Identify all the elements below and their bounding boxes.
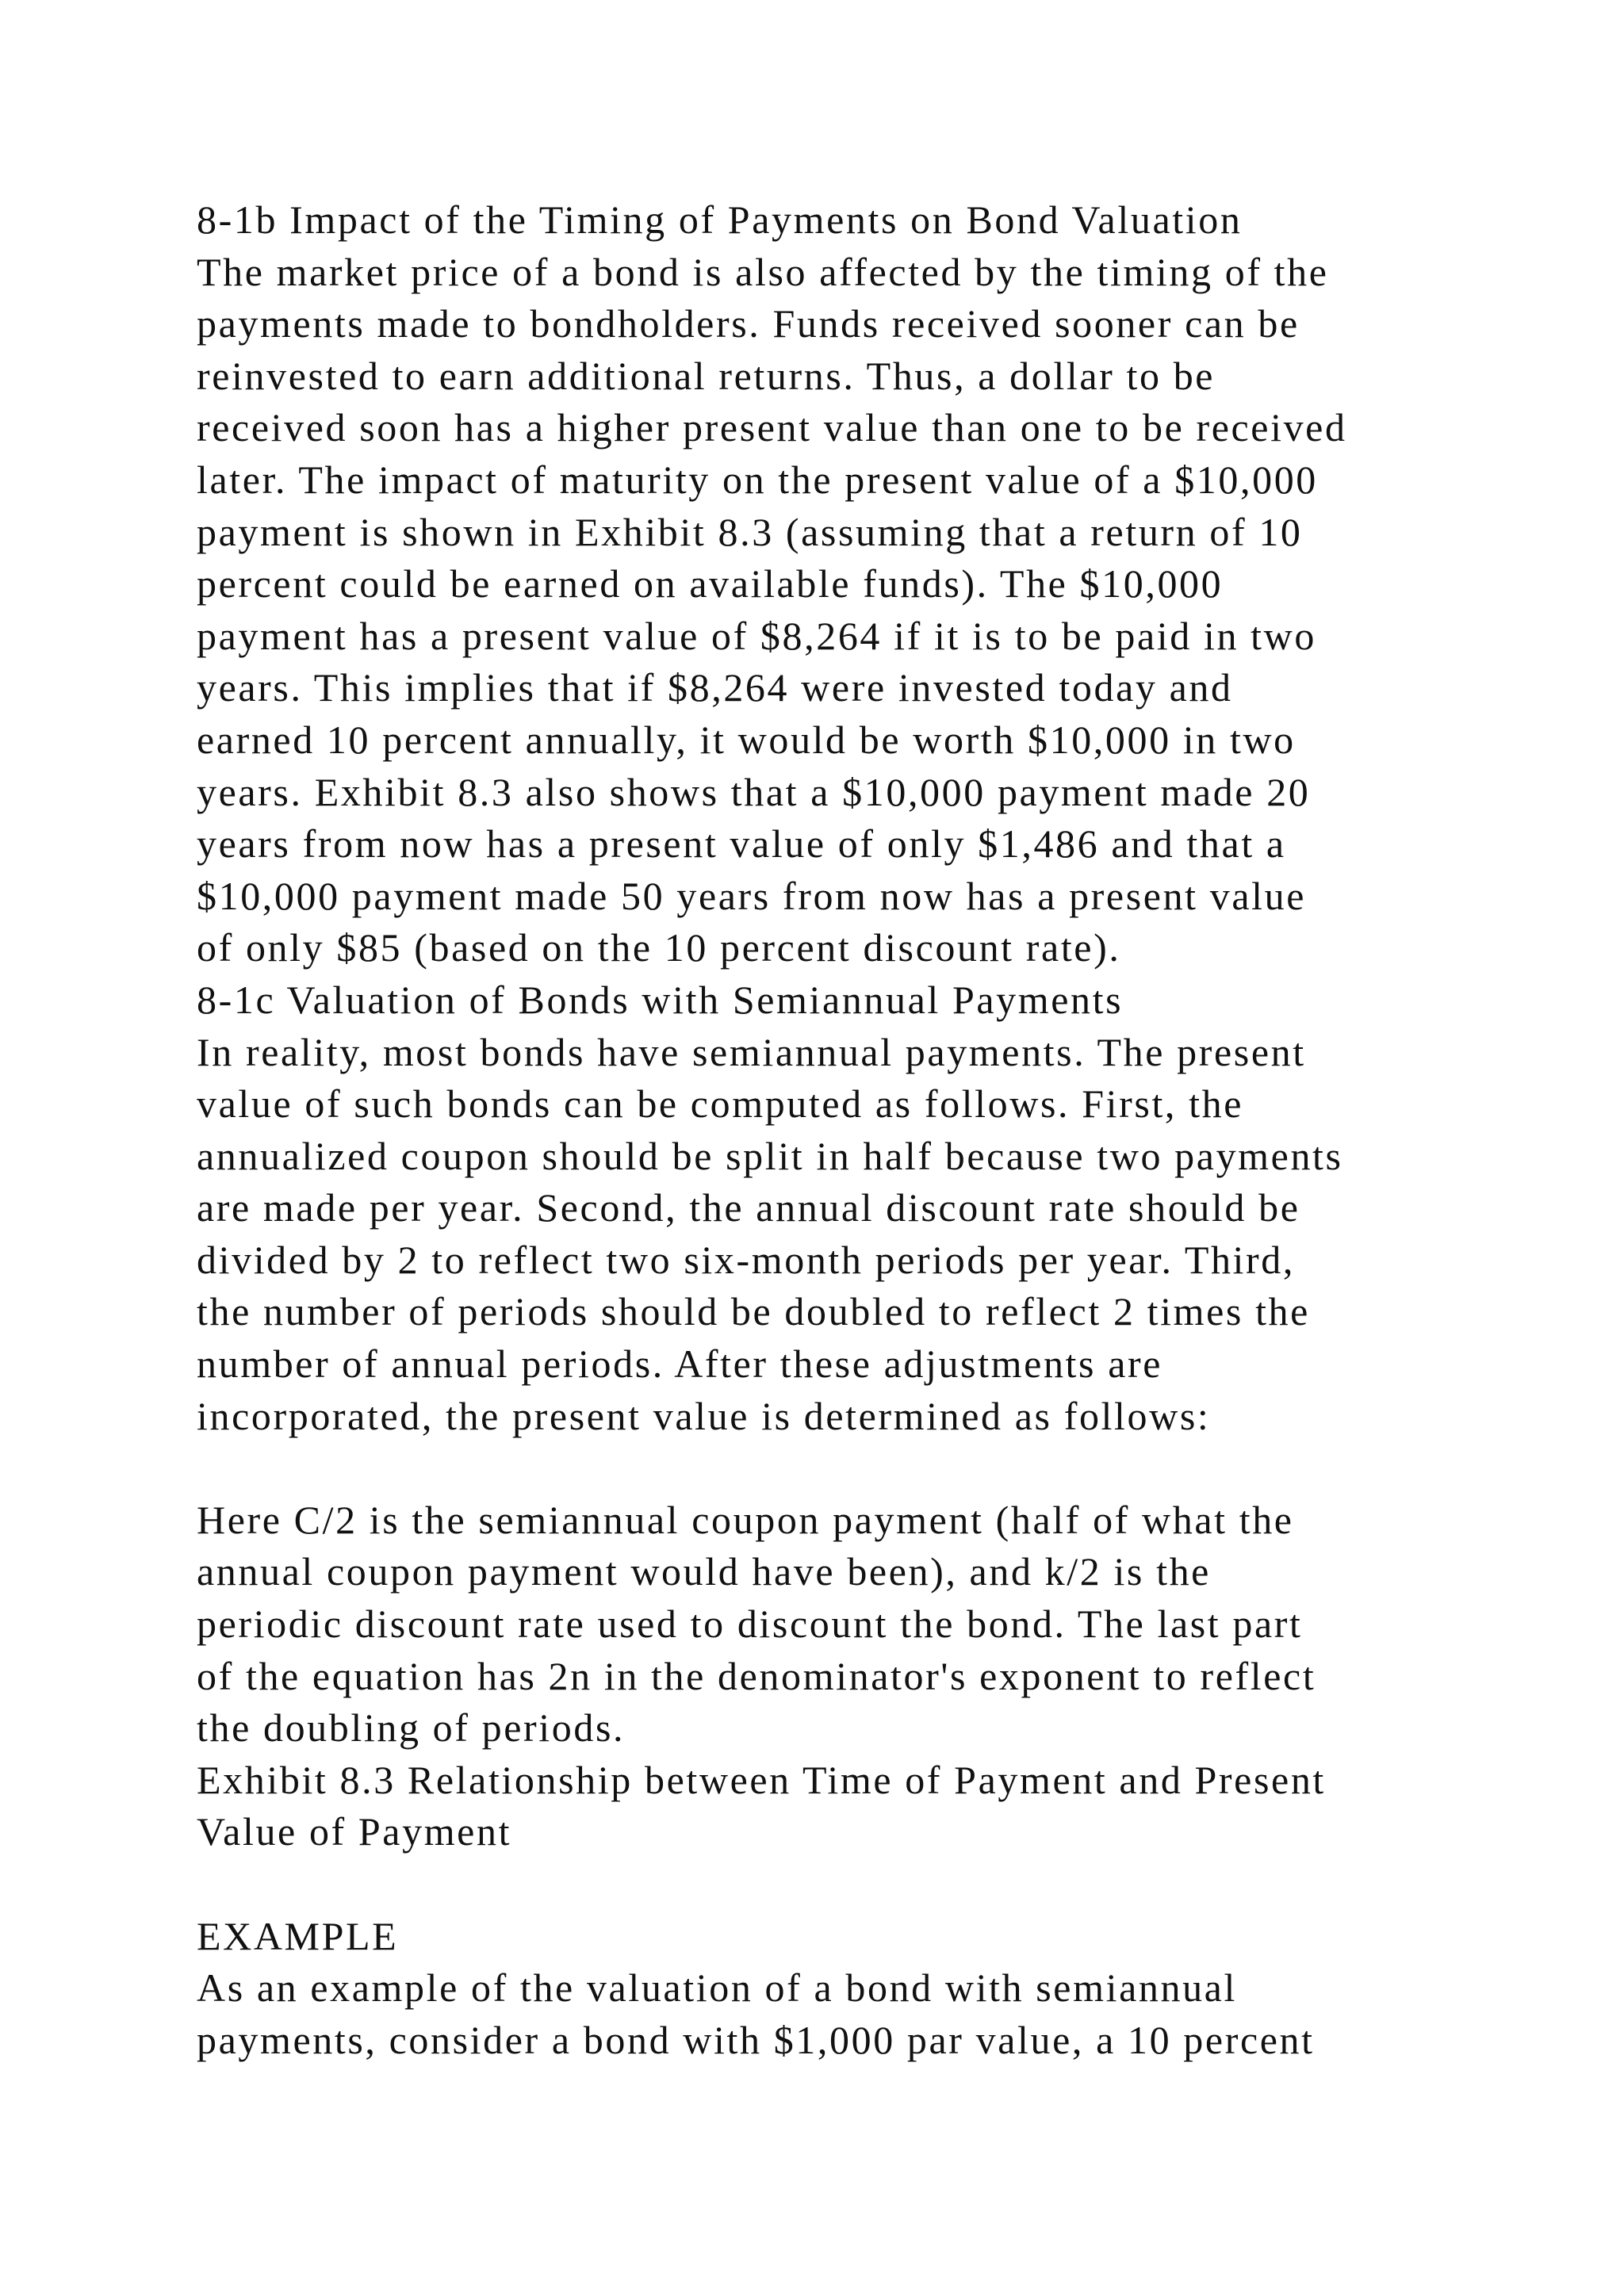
exhibit-caption: Exhibit 8.3 Relationship between Time of Payment and Present (197, 1757, 1326, 1802)
paragraph-line: value of such bonds can be computed as follows. First, the (197, 1081, 1244, 1127)
paragraph-line: payment is shown in Exhibit 8.3 (assuming that a return of 10 (197, 509, 1303, 554)
exhibit-caption: Value of Payment (197, 1809, 512, 1854)
paragraph-line: periodic discount rate used to discount the bond. The last part (197, 1601, 1303, 1647)
paragraph-line: years from now has a present value of only $1,486 and that a (197, 821, 1286, 867)
blank-line (197, 1858, 1497, 1911)
paragraph-line: In reality, most bonds have semiannual payments. The present (197, 1029, 1306, 1074)
blank-line (197, 1442, 1497, 1494)
paragraph-line: reinvested to earn additional returns. Thus, a dollar to be (197, 353, 1216, 398)
section-heading-8-1c: 8-1c Valuation of Bonds with Semiannual Payments (197, 977, 1124, 1022)
paragraph-line: payments, consider a bond with $1,000 par value, a 10 percent (197, 2017, 1315, 2062)
paragraph-line: annual coupon payment would have been), and k/2 is the (197, 1549, 1211, 1594)
example-heading: EXAMPLE (197, 1913, 399, 1958)
paragraph-line: the doubling of periods. (197, 1705, 626, 1751)
paragraph-line: earned 10 percent annually, it would be worth $10,000 in two (197, 717, 1296, 762)
paragraph-line: are made per year. Second, the annual discount rate should be (197, 1185, 1300, 1230)
paragraph-line: As an example of the valuation of a bond with semiannual (197, 1965, 1237, 2011)
paragraph-line: annualized coupon should be split in half because two payments (197, 1133, 1343, 1178)
paragraph-line: of the equation has 2n in the denominator's exponent to reflect (197, 1653, 1316, 1698)
paragraph-line: The market price of a bond is also affected by the timing of the (197, 249, 1329, 294)
paragraph-line: years. Exhibit 8.3 also shows that a $10,000 payment made 20 (197, 769, 1311, 814)
paragraph-line: received soon has a higher present value than one to be received (197, 405, 1347, 450)
paragraph-line: payments made to bondholders. Funds received sooner can be (197, 301, 1300, 346)
paragraph-line: divided by 2 to reflect two six-month periods per year. Third, (197, 1237, 1296, 1282)
paragraph-line: the number of periods should be doubled to reflect 2 times the (197, 1289, 1310, 1334)
paragraph-line: Here C/2 is the semiannual coupon payment (half of what the (197, 1497, 1294, 1542)
paragraph-line: later. The impact of maturity on the present value of a $10,000 (197, 457, 1318, 502)
paragraph-line: $10,000 payment made 50 years from now has a present value (197, 873, 1307, 918)
paragraph-line: years. This implies that if $8,264 were invested today and (197, 665, 1233, 710)
paragraph-line: of only $85 (based on the 10 percent discount rate). (197, 925, 1121, 970)
paragraph-line: number of annual periods. After these adjustments are (197, 1341, 1163, 1387)
section-heading-8-1b: 8-1b Impact of the Timing of Payments on Bond Valuation (197, 197, 1243, 242)
paragraph-line: payment has a present value of $8,264 if it is to be paid in two (197, 613, 1316, 658)
paragraph-line: incorporated, the present value is determined as follows: (197, 1393, 1211, 1438)
paragraph-line: percent could be earned on available funds). The $10,000 (197, 561, 1224, 607)
document-text (197, 194, 1497, 2066)
